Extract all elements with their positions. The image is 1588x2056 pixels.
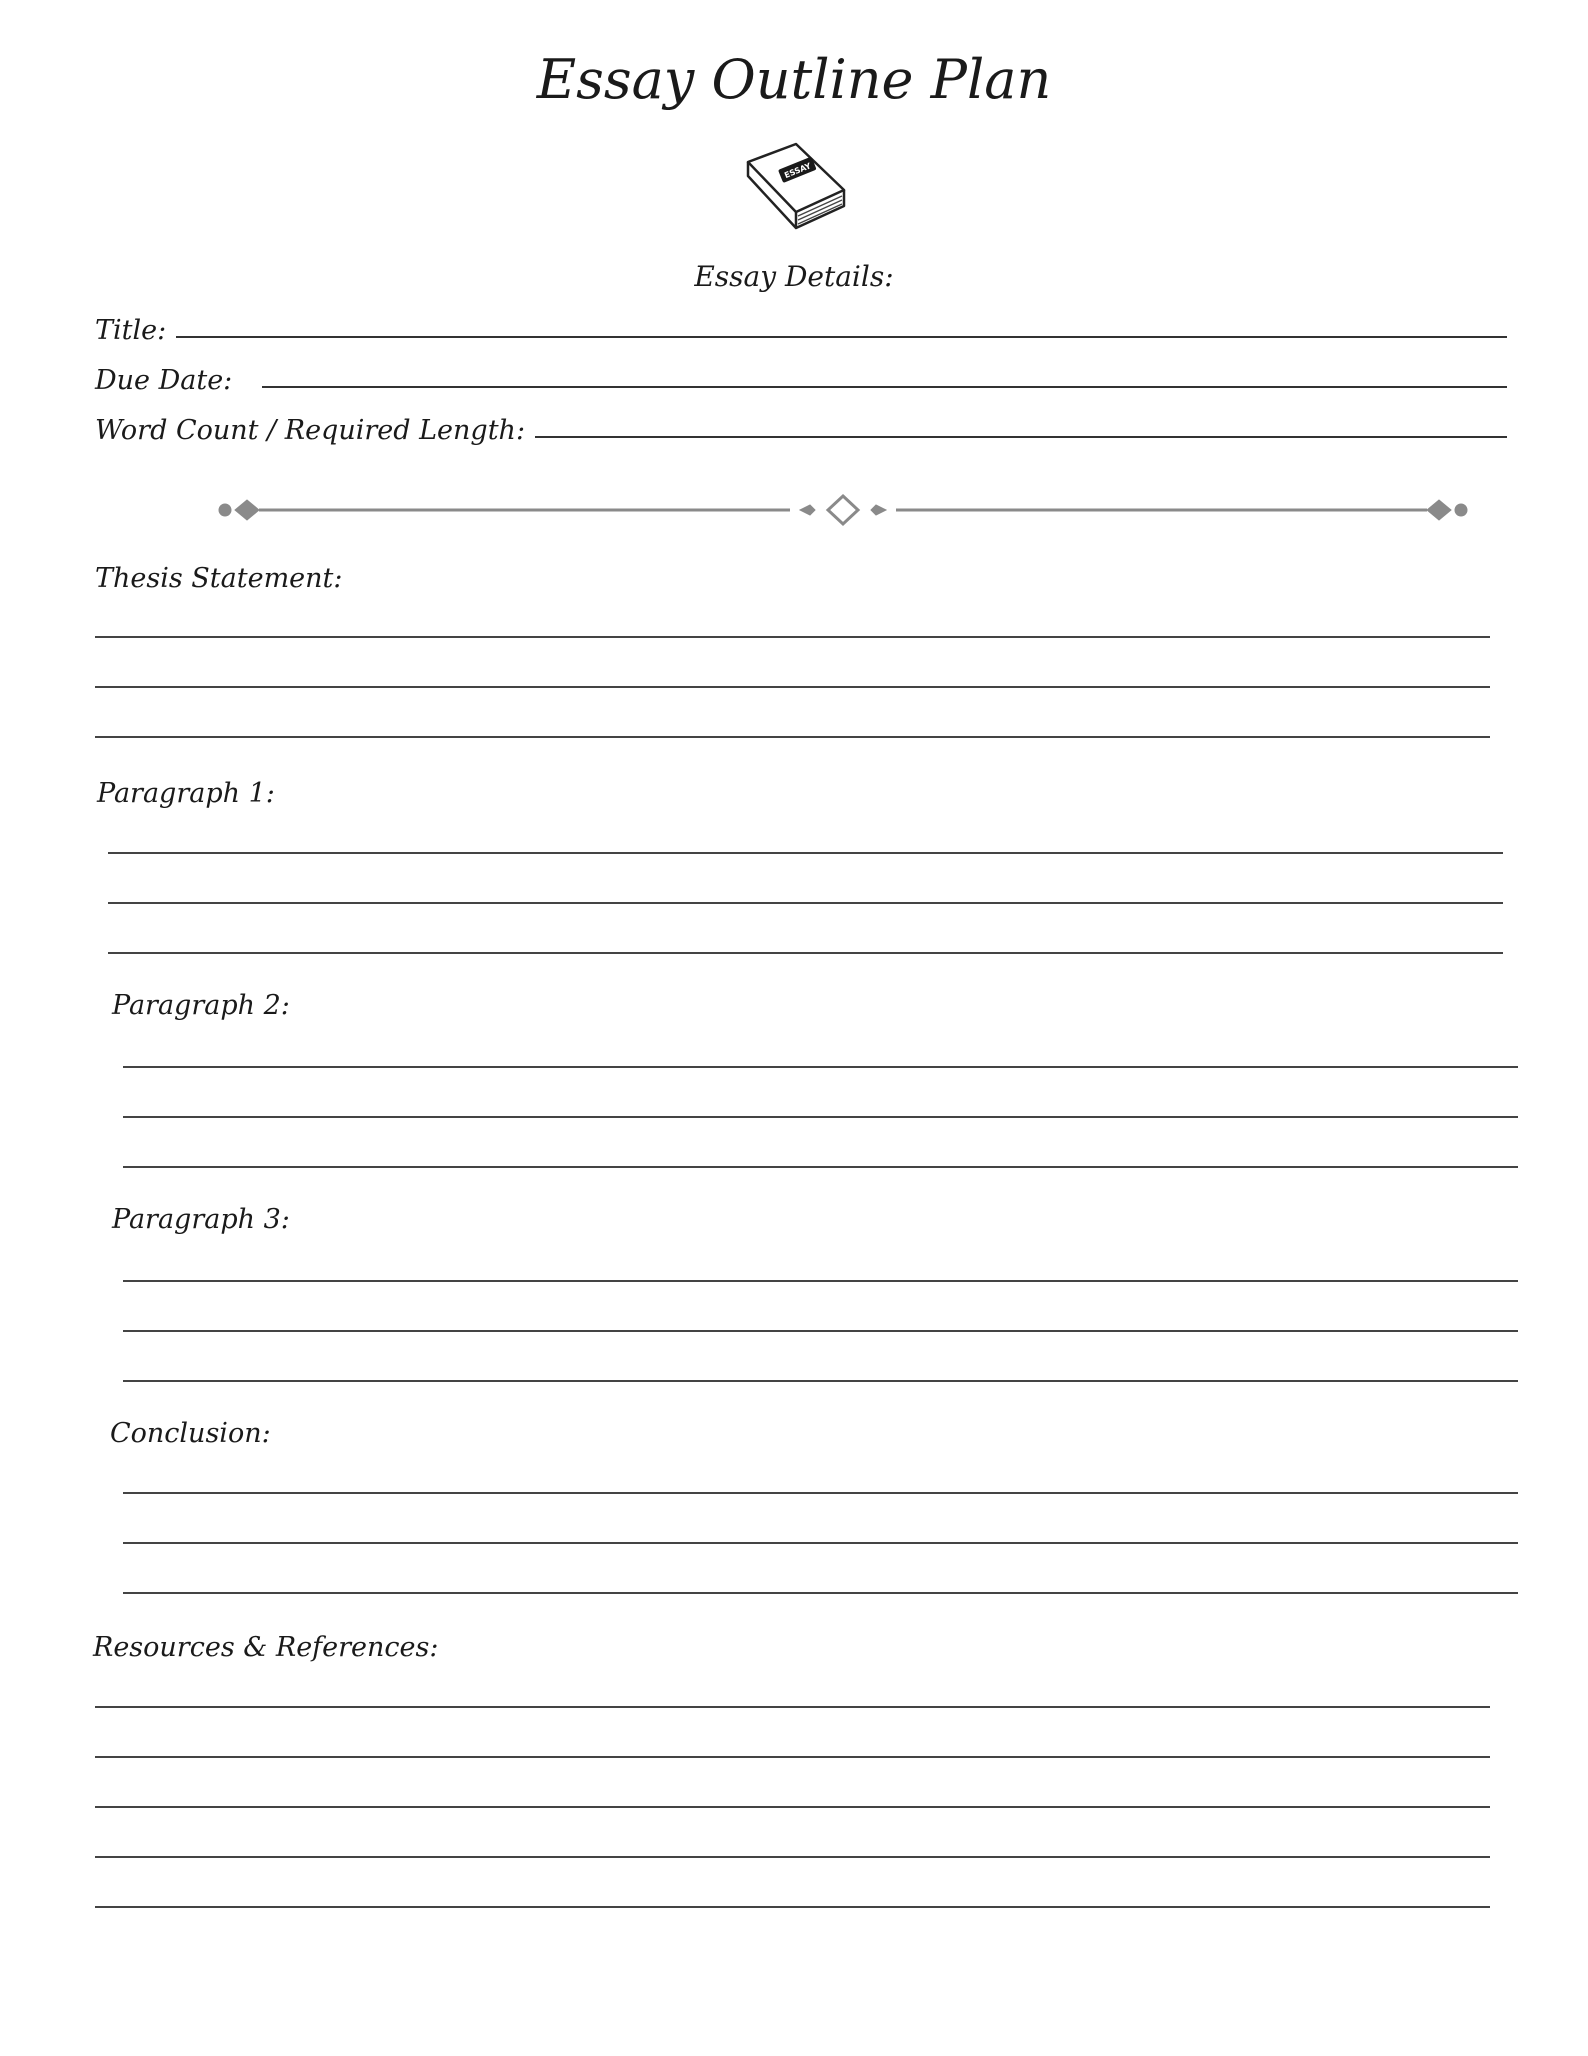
- word-count-field-line[interactable]: [535, 436, 1507, 438]
- due-date-field-label: Due Date:: [95, 365, 233, 396]
- book-label: ESSAY: [783, 161, 813, 181]
- thesis-line[interactable]: [95, 686, 1490, 688]
- conclusion-label: Conclusion:: [110, 1418, 271, 1449]
- conclusion-line[interactable]: [123, 1492, 1518, 1494]
- paragraph-1-line[interactable]: [108, 952, 1503, 954]
- ornamental-divider: [215, 490, 1475, 534]
- paragraph-3-line[interactable]: [123, 1380, 1518, 1382]
- thesis-statement-label: Thesis Statement:: [95, 563, 343, 594]
- word-count-field-label: Word Count / Required Length:: [95, 415, 526, 446]
- paragraph-2-label: Paragraph 2:: [112, 990, 290, 1021]
- title-field-line[interactable]: [176, 336, 1507, 338]
- paragraph-3-line[interactable]: [123, 1330, 1518, 1332]
- conclusion-line[interactable]: [123, 1542, 1518, 1544]
- resources-references-label: Resources & References:: [93, 1632, 439, 1663]
- paragraph-3-line[interactable]: [123, 1280, 1518, 1282]
- resources-line[interactable]: [95, 1706, 1490, 1708]
- paragraph-1-label: Paragraph 1:: [97, 778, 275, 809]
- due-date-field[interactable]: [95, 356, 1507, 396]
- thesis-line[interactable]: [95, 636, 1490, 638]
- paragraph-2-line[interactable]: [123, 1066, 1518, 1068]
- essay-details-heading: Essay Details:: [694, 260, 894, 293]
- title-field-label: Title:: [95, 315, 167, 346]
- paragraph-1-line[interactable]: [108, 902, 1503, 904]
- page-title: Essay Outline Plan: [536, 48, 1052, 111]
- resources-line[interactable]: [95, 1806, 1490, 1808]
- resources-line[interactable]: [95, 1856, 1490, 1858]
- paragraph-2-line[interactable]: [123, 1166, 1518, 1168]
- conclusion-line[interactable]: [123, 1592, 1518, 1594]
- resources-line[interactable]: [95, 1906, 1490, 1908]
- book-icon: [736, 140, 856, 244]
- paragraph-1-line[interactable]: [108, 852, 1503, 854]
- due-date-field-line[interactable]: [262, 386, 1507, 388]
- word-count-field[interactable]: [95, 406, 1507, 446]
- paragraph-2-line[interactable]: [123, 1116, 1518, 1118]
- paragraph-3-label: Paragraph 3:: [112, 1204, 290, 1235]
- title-field[interactable]: [95, 306, 1507, 346]
- resources-line[interactable]: [95, 1756, 1490, 1758]
- thesis-line[interactable]: [95, 736, 1490, 738]
